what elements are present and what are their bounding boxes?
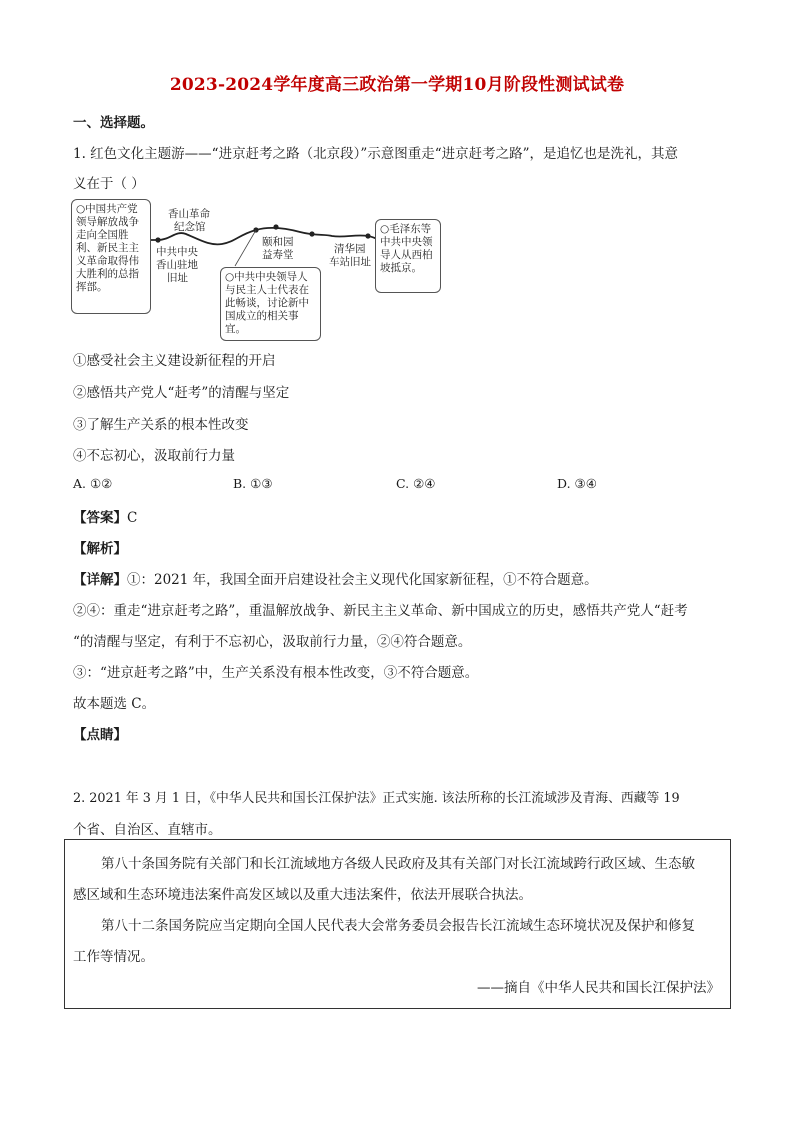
q1-item-3: ③了解生产关系的根本性改变 — [73, 417, 249, 433]
quote-line3: 第八十二条国务院应当定期向全国人民代表大会常务委员会报告长江流域生态环境状况及保护和修复 — [101, 918, 695, 934]
quote-line1: 第八十条国务院有关部门和长江流域地方各级人民政府及其有关部门对长江流域跨行政区域、生态敏 — [101, 856, 695, 872]
detail-tag: 【详解】 — [73, 572, 127, 588]
law-quote-box — [64, 839, 731, 1009]
label-yiheyuan-line1: 颐和园 — [262, 236, 294, 248]
label-qinghua-line2: 车站旧址 — [329, 256, 371, 268]
q1-item-2: ②感悟共产党人“赶考”的清醒与坚定 — [73, 385, 290, 401]
detail-line2: ②④：重走“进京赶考之路”，重温解放战争、新民主主义革命、新中国成立的历史，感悟共产党人“赶考 — [73, 603, 688, 619]
quote-line4: 工作等情况。 — [73, 949, 154, 965]
answer-line — [73, 506, 137, 526]
route-diagram — [70, 196, 440, 342]
q1-item-1: ①感受社会主义建设新征程的开启 — [73, 353, 276, 369]
q1-item-4: ④不忘初心，汲取前行力量 — [73, 448, 235, 464]
box-dijing: ○毛泽东等中共中央领导人从西柏坡抵京。 — [375, 219, 441, 293]
label-zhongyang-line3: 旧址 — [167, 272, 188, 284]
answer-tag: 【答案】 — [73, 510, 127, 526]
q2-stem-line2: 个省、自治区、直辖市。 — [73, 822, 222, 838]
option-b: B. ①③ — [233, 476, 273, 491]
detail-text-1: ①：2021 年，我国全面开启建设社会主义现代化国家新征程，①不符合题意。 — [127, 572, 598, 588]
label-zhongyang-line1: 中共中央 — [156, 246, 198, 258]
detail-line1 — [73, 568, 598, 588]
option-a: A. ①② — [73, 476, 113, 491]
detail-line3: “的清醒与坚定，有利于不忘初心，汲取前行力量，②④符合题意。 — [73, 634, 472, 650]
section-heading: 一、选择题。 — [73, 115, 154, 131]
box-zhihuibu: ○中国共产党领导解放战争走向全国胜利、新民主主义革命取得伟大胜利的总指挥部。 — [71, 199, 151, 314]
quote-line2: 感区域和生态环境违法案件高发区域以及重大违法案件，依法开展联合执法。 — [73, 887, 532, 903]
option-c: C. ②④ — [396, 476, 436, 491]
box-changtan: ○中共中央领导人与民主人士代表在此畅谈，讨论新中国成立的相关事宜。 — [220, 267, 321, 341]
label-zhongyang-line2: 香山驻地 — [156, 259, 198, 271]
page-title: 2023-2024学年度高三政治第一学期10月阶段性测试试卷 — [169, 75, 625, 95]
comment-tag: 【点睛】 — [73, 727, 127, 743]
label-qinghua-line1: 清华园 — [334, 243, 366, 255]
conclusion: 故本题选 C。 — [73, 696, 156, 712]
quote-source: ——摘自《中华人民共和国长江保护法》 — [477, 980, 720, 996]
detail-line4: ③：“进京赶考之路”中，生产关系没有根本性改变，③不符合题意。 — [73, 665, 479, 681]
answer-value: C — [127, 510, 138, 526]
q2-stem-line1: 2. 2021 年 3 月 1 日，《中华人民共和国长江保护法》正式实施. 该法所称的长江流域涉及青海、西藏等 19 — [73, 791, 680, 806]
q1-stem-line2: 义在于（ ） — [73, 176, 145, 192]
q1-stem-line1: 1. 红色文化主题游——“进京赶考之路（北京段）”示意图重走“进京赶考之路”，是追忆也是洗礼，其意 — [73, 146, 679, 162]
analysis-tag: 【解析】 — [73, 541, 127, 557]
option-d: D. ③④ — [557, 476, 597, 491]
label-xiangshan-line2: 纪念馆 — [174, 221, 206, 233]
label-yiheyuan-line2: 益寿堂 — [262, 249, 294, 261]
label-xiangshan-line1: 香山革命 — [168, 208, 210, 220]
